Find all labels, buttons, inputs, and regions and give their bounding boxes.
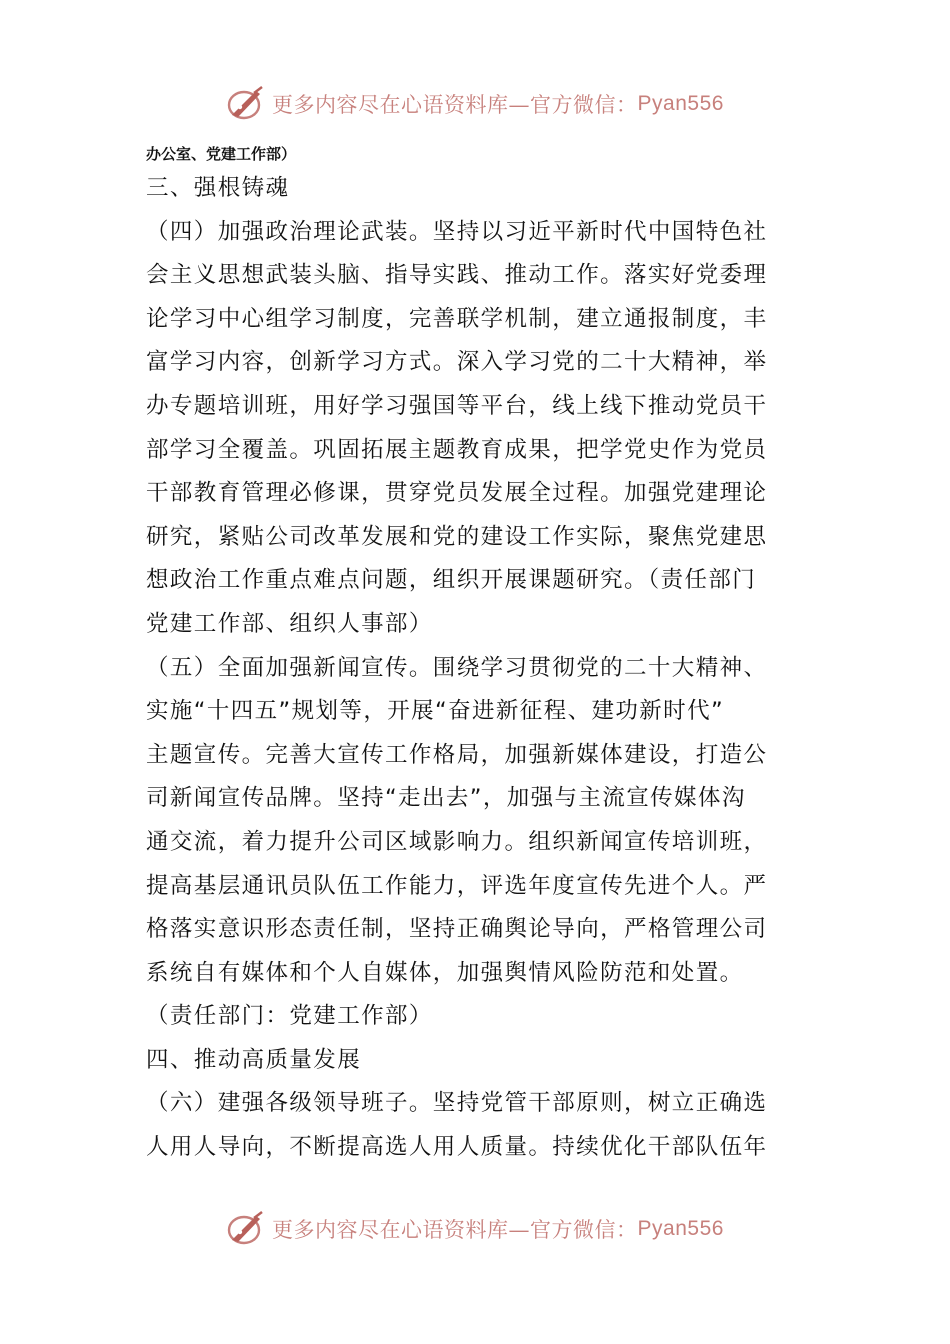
banner-text: 更多内容尽在心语资料库—官方微信：: [272, 93, 638, 117]
text-line: 想政治工作重点难点问题，组织开展课题研究。（责任部门: [146, 567, 757, 594]
text-line: （六）建强各级领导班子。坚持党管干部原则，树立正确选: [146, 1090, 768, 1117]
text-line: 研究，紧贴公司改革发展和党的建设工作实际，聚焦党建思: [146, 523, 768, 550]
document-body: [146, 141, 816, 1170]
section-heading: 四、推动高质量发展: [146, 1046, 362, 1073]
text-line: 富学习内容，创新学习方式。深入学习党的二十大精神，举: [146, 349, 768, 376]
text-line: 会主义思想武装头脑、指导实践、推动工作。落实好党委理: [146, 262, 768, 289]
text-line: （四）加强政治理论武装。坚持以习近平新时代中国特色社: [146, 218, 768, 245]
text-line: 提高基层通讯员队伍工作能力，评选年度宣传先进个人。严: [146, 872, 768, 899]
text-line: 人用人导向，不断提高选人用人质量。持续优化干部队伍年: [146, 1134, 768, 1161]
pen-logo-icon: [226, 85, 266, 123]
text-line: 干部教育管理必修课，贯穿党员发展全过程。加强党建理论: [146, 480, 768, 507]
footer-banner: [0, 1207, 950, 1251]
text-line: 格落实意识形态责任制，坚持正确舆论导向，严格管理公司: [146, 916, 768, 943]
text-line: 系统自有媒体和个人自媒体，加强舆情风险防范和处置。: [146, 959, 744, 986]
section-heading: 三、强根铸魂: [146, 175, 290, 201]
banner-text: 更多内容尽在心语资料库—官方微信：: [272, 1218, 638, 1242]
pen-logo-icon: [226, 1210, 266, 1248]
header-banner: [0, 82, 950, 126]
text-line: 党建工作部、组织人事部）: [146, 610, 433, 637]
text-line: 实施“十四五”规划等，开展“奋进新征程、建功新时代”: [146, 698, 725, 725]
text-line: 办公室、党建工作部）: [146, 145, 297, 163]
banner-wechat-id: Pyan556: [637, 1217, 724, 1240]
text-line: 论学习中心组学习制度，完善联学机制，建立通报制度，丰: [146, 305, 768, 332]
text-line: 部学习全覆盖。巩固拓展主题教育成果，把学党史作为党员: [146, 436, 768, 463]
text-line: 主题宣传。完善大宣传工作格局，加强新媒体建设，打造公: [146, 741, 768, 768]
banner-wechat-id: Pyan556: [637, 92, 724, 115]
text-line: 办专题培训班，用好学习强国等平台，线上线下推动党员干: [146, 392, 768, 419]
text-line: 通交流，着力提升公司区域影响力。组织新闻宣传培训班，: [146, 828, 768, 855]
text-line: （责任部门：党建工作部）: [146, 1003, 433, 1030]
text-line: （五）全面加强新闻宣传。围绕学习贯彻党的二十大精神、: [146, 654, 768, 681]
text-line: 司新闻宣传品牌。坚持“走出去”，加强与主流宣传媒体沟: [146, 785, 746, 812]
